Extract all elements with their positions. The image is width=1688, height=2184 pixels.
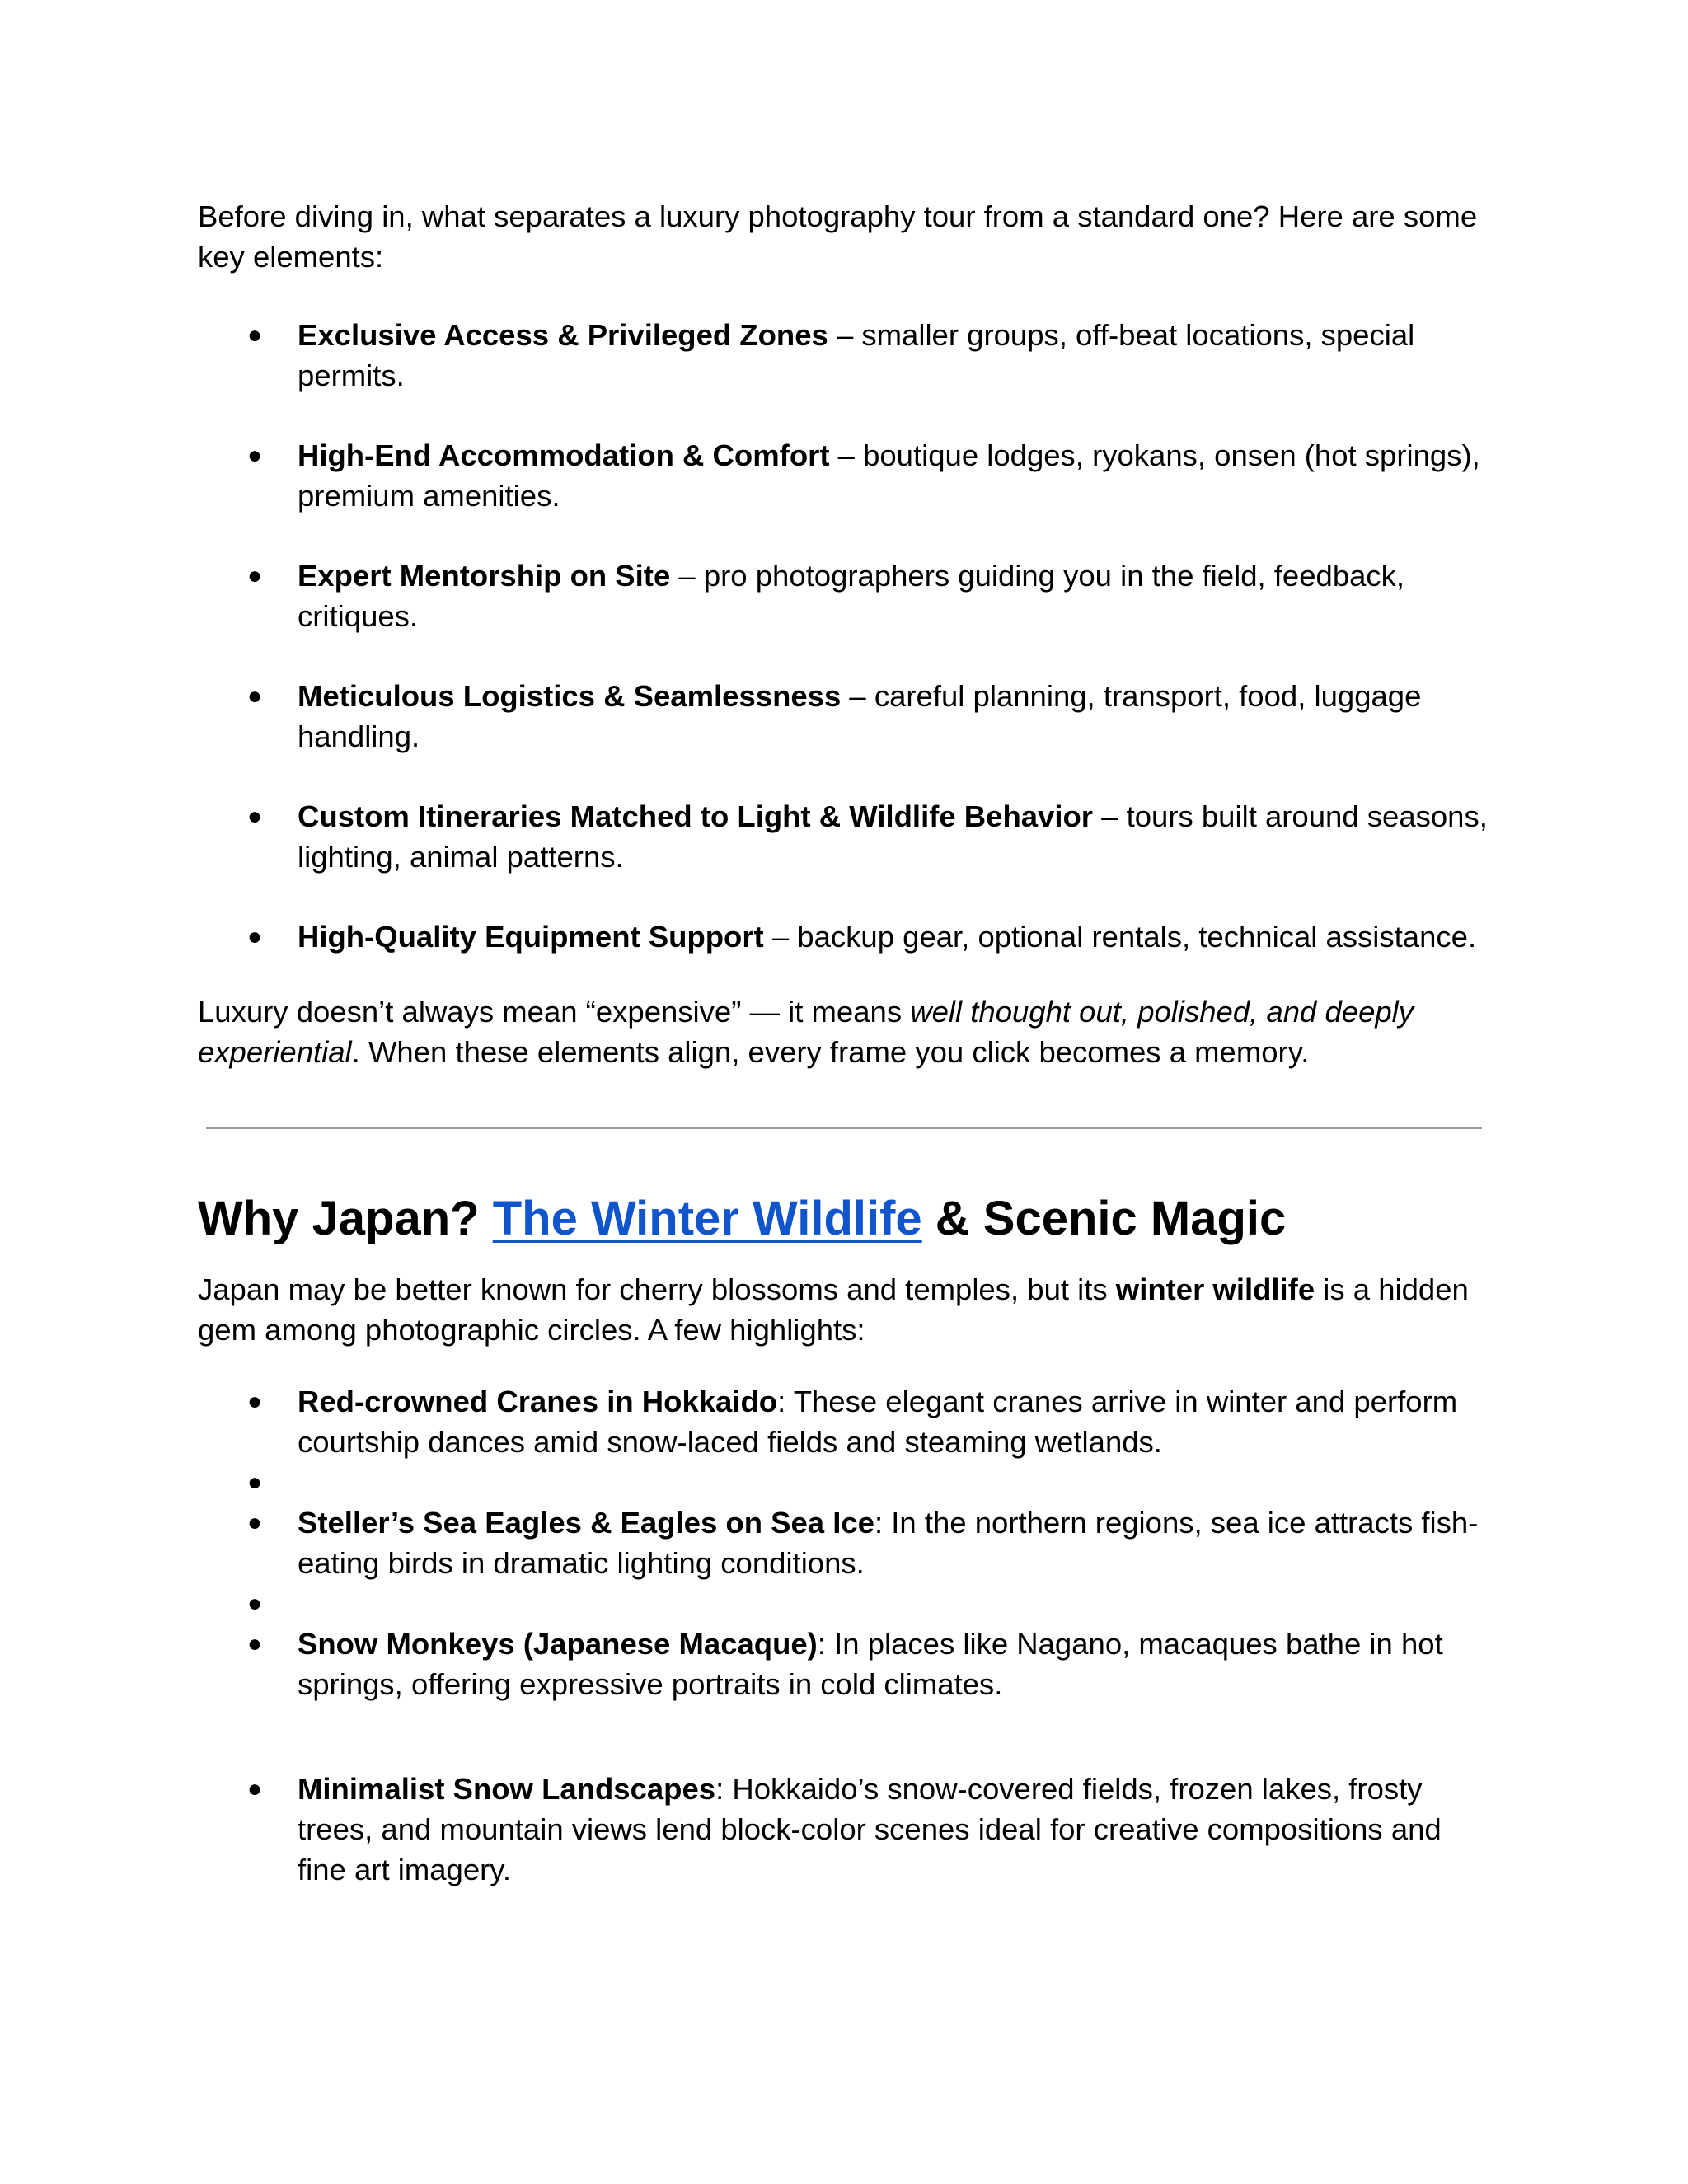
list-item — [198, 1381, 1492, 1462]
bullet-icon: ● — [247, 682, 263, 710]
intro-paragraph: Before diving in, what separates a luxury photography tour from a standard one? Here are some key elements: — [198, 199, 1478, 274]
winter-wildlife-link[interactable]: The Winter Wildlife — [492, 1192, 922, 1245]
luxury-features-list — [198, 315, 1492, 957]
list-item — [198, 676, 1492, 757]
feature-title: Custom Itineraries Matched to Light & Wildlife Behavior — [298, 799, 1094, 833]
document-page — [198, 196, 1492, 1890]
list-item — [198, 315, 1492, 396]
highlight-description: : These elegant cranes arrive in winter and perform courtship dances amid snow-laced fields and steaming wetlands. — [298, 1385, 1458, 1459]
feature-description: – careful planning, transport, food, luggage handling. — [298, 679, 1422, 753]
highlight-title: Steller’s Sea Eagles & Eagles on Sea Ice — [298, 1506, 874, 1540]
bullet-icon: ● — [247, 1775, 263, 1802]
japan-intro-bold: winter wildlife — [1115, 1272, 1315, 1306]
list-item — [198, 796, 1492, 877]
highlight-title: Minimalist Snow Landscapes — [298, 1772, 716, 1806]
bullet-icon: ● — [247, 562, 263, 589]
heading-text: Why Japan? — [198, 1192, 493, 1245]
empty-list-item — [198, 1462, 1492, 1502]
feature-title: Exclusive Access & Privileged Zones — [298, 318, 828, 352]
feature-description: – tours built around seasons, lighting, animal patterns. — [298, 799, 1488, 874]
luxury-note-paragraph — [198, 991, 1492, 1072]
highlight-title: Red-crowned Cranes in Hokkaido — [298, 1385, 778, 1418]
luxury-note-emphasis: well thought out, polished, and deeply experiential — [198, 995, 1414, 1069]
luxury-note-text-end: . When these elements align, every frame you click becomes a memory. — [351, 1035, 1310, 1069]
list-item — [198, 916, 1492, 957]
list-item — [198, 1769, 1492, 1890]
japan-intro-text: Japan may be better known for cherry blossoms and temples, but its — [198, 1272, 1116, 1306]
feature-description: – boutique lodges, ryokans, onsen (hot springs), premium amenities. — [298, 438, 1480, 513]
feature-title: Meticulous Logistics & Seamlessness — [298, 679, 842, 713]
section-heading — [198, 1190, 1492, 1248]
japan-intro-text-end: is a hidden gem among photographic circles. A few highlights: — [198, 1272, 1469, 1347]
highlight-title: Snow Monkeys (Japanese Macaque) — [298, 1627, 818, 1661]
japan-intro-paragraph — [198, 1269, 1492, 1350]
feature-title: Expert Mentorship on Site — [298, 559, 671, 593]
horizontal-divider — [206, 1127, 1482, 1129]
bullet-icon: ● — [247, 321, 263, 349]
bullet-icon: ● — [247, 1469, 263, 1496]
feature-description: – pro photographers guiding you in the field, feedback, critiques. — [298, 559, 1405, 633]
bullet-icon: ● — [247, 1590, 263, 1617]
bullet-icon: ● — [247, 1630, 263, 1657]
wildlife-highlights-list — [198, 1381, 1492, 1890]
feature-description: – smaller groups, off-beat locations, special permits. — [298, 318, 1415, 392]
luxury-note-text: Luxury doesn’t always mean “expensive” — it means — [198, 995, 911, 1029]
list-item — [198, 435, 1492, 516]
highlight-description: : In places like Nagano, macaques bathe in hot springs, offering expressive portraits in cold climates. — [298, 1627, 1443, 1701]
bullet-icon: ● — [247, 1388, 263, 1415]
feature-description: – backup gear, optional rentals, technical assistance. — [763, 920, 1477, 954]
highlight-description: : Hokkaido’s snow-covered fields, frozen lakes, frosty trees, and mountain views lend block-color scenes ideal for creative compositions and fine art imagery. — [298, 1772, 1442, 1886]
heading-text-end: & Scenic Magic — [921, 1192, 1287, 1245]
bullet-icon: ● — [247, 1509, 263, 1536]
bullet-icon: ● — [247, 803, 263, 830]
feature-title: High-Quality Equipment Support — [298, 920, 764, 954]
list-item — [198, 1624, 1492, 1704]
feature-title: High-End Accommodation & Comfort — [298, 438, 830, 472]
list-item — [198, 555, 1492, 636]
list-item — [198, 1502, 1492, 1583]
empty-list-item — [198, 1583, 1492, 1624]
highlight-description: : In the northern regions, sea ice attracts fish-eating birds in dramatic lighting conditions. — [298, 1506, 1479, 1580]
bullet-icon: ● — [247, 442, 263, 469]
bullet-icon: ● — [247, 923, 263, 950]
